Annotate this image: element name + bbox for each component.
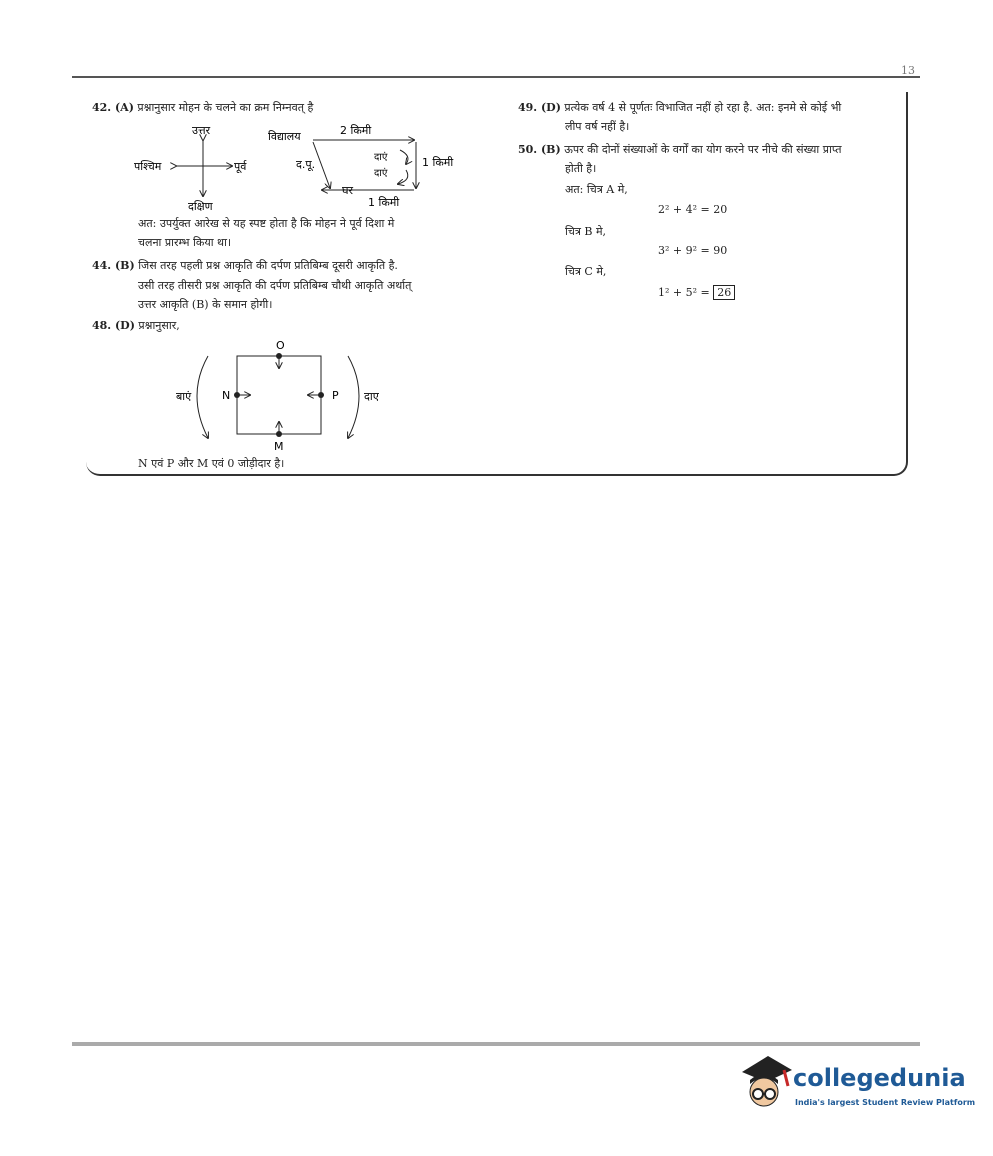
q42-conclusion-2: चलना प्रारम्भ किया था। [138, 236, 232, 249]
label-o: O [276, 339, 285, 352]
route-bottom-dist: 1 किमी [368, 196, 400, 209]
q42-conclusion-1: अत: उपर्युक्त आरेख से यह स्पष्ट होता है कि मोहन ने पूर्व दिशा मे [138, 217, 395, 230]
label-right: दाए [364, 390, 379, 403]
q50-c-label: चित्र C मे, [565, 265, 607, 278]
q42-diagram [130, 118, 480, 214]
route-top-dist: 2 किमी [340, 124, 372, 137]
q50-c-line [658, 286, 735, 299]
route-southeast: द.पू. [296, 158, 316, 171]
q44-number: 44. (B) [92, 259, 135, 272]
turn-arc-1 [400, 150, 408, 164]
collegedunia-logo: collegedunia [793, 1064, 966, 1092]
label-n: N [222, 389, 231, 402]
route-school: विद्यालय [268, 130, 301, 143]
q50-b-label: चित्र B मे, [565, 225, 607, 238]
label-m: M [274, 440, 284, 453]
label-left: बाएं [176, 390, 192, 403]
q50-a-label: अत: चित्र A मे, [565, 183, 628, 196]
q50-line-2: होती है। [565, 162, 597, 175]
q48-conclusion: N एवं P और M एवं 0 जोड़ीदार है। [138, 457, 285, 470]
route-right-turn-2: दाएं [374, 168, 388, 179]
q48-line [92, 316, 180, 335]
q50-line-1 [518, 140, 842, 159]
label-p: P [332, 389, 339, 402]
compass-north: उत्तर [192, 124, 211, 137]
q42-number: 42. (A) [92, 101, 134, 114]
left-arc [197, 356, 208, 438]
q48-number: 48. (D) [92, 319, 135, 332]
compass-west: पश्चिम [134, 160, 162, 173]
route-home: घर [342, 184, 353, 197]
top-rule [72, 76, 920, 78]
route-right-turn-1: दाएं [374, 152, 388, 163]
q49-line-1 [518, 98, 841, 117]
page-number: 13 [901, 64, 915, 77]
collegedunia-mascot-icon [736, 1050, 794, 1112]
right-arc [348, 356, 359, 438]
q50-a-expr: 2² + 4² = 20 [658, 203, 728, 216]
q50-text-1: ऊपर की दोनों संख्याओं के वर्गों का योग करने पर नीचे की संख्या प्राप्त [564, 143, 842, 156]
q44-line-1 [92, 256, 398, 275]
turn-arc-2 [398, 170, 408, 184]
q44-line-2: उसी तरह तीसरी प्रश्न आकृति की दर्पण प्रतिबिम्ब चौथी आकृति अर्थात् [138, 279, 412, 292]
route-diagonal-arrow [313, 142, 330, 188]
q50-number: 50. (B) [518, 143, 561, 156]
q49-line-2: लीप वर्ष नहीं है। [565, 120, 630, 133]
compass-south: दक्षिण [188, 200, 213, 213]
route-right-dist: 1 किमी [422, 156, 454, 169]
q50-b-expr: 3² + 9² = 90 [658, 244, 728, 257]
q42-line [92, 98, 313, 117]
q48-intro: प्रश्नानुसार, [138, 319, 180, 332]
q42-intro: प्रश्नानुसार मोहन के चलने का क्रम निम्नवत् है [137, 101, 314, 114]
collegedunia-tagline: India's largest Student Review Platform [795, 1098, 976, 1107]
q44-text-1: जिस तरह पहली प्रश्न आकृति की दर्पण प्रतिबिम्ब दूसरी आकृति है. [138, 259, 398, 272]
q50-c-expr: 1² + 5² = [658, 286, 710, 299]
bottom-rule [72, 1042, 920, 1046]
q50-c-answer: 26 [713, 285, 735, 300]
q44-line-3: उत्तर आकृति (B) के समान होगी। [138, 298, 273, 311]
q49-number: 49. (D) [518, 101, 561, 114]
compass-east: पूर्व [234, 160, 247, 173]
q49-text-1: प्रत्येक वर्ष 4 से पूर्णतः विभाजित नहीं हो रहा है. अत: इनमे से कोई भी [564, 101, 842, 114]
q48-diagram [170, 338, 400, 454]
